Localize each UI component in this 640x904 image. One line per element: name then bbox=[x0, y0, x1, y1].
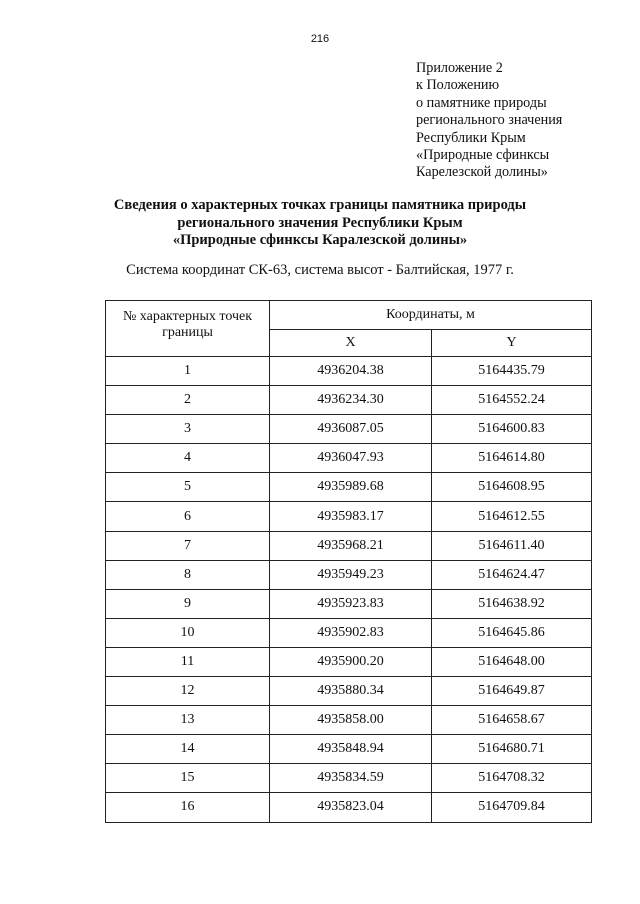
y-coordinate-cell: 5164658.67 bbox=[432, 706, 592, 735]
point-number-cell: 3 bbox=[106, 415, 270, 444]
appendix-line: Республики Крым bbox=[416, 129, 526, 146]
table-row bbox=[106, 764, 592, 793]
table-row bbox=[106, 531, 592, 560]
table-row bbox=[106, 589, 592, 618]
document-title bbox=[0, 197, 640, 250]
point-number-cell: 7 bbox=[106, 531, 270, 560]
table-row bbox=[106, 677, 592, 706]
header-x: X bbox=[270, 330, 432, 357]
table-row bbox=[106, 735, 592, 764]
y-coordinate-cell: 5164552.24 bbox=[432, 386, 592, 415]
x-coordinate-cell: 4936204.38 bbox=[270, 357, 432, 386]
table-body bbox=[106, 357, 592, 823]
point-number-cell: 13 bbox=[106, 706, 270, 735]
point-number-cell: 10 bbox=[106, 618, 270, 647]
y-coordinate-cell: 5164435.79 bbox=[432, 357, 592, 386]
y-coordinate-cell: 5164600.83 bbox=[432, 415, 592, 444]
y-coordinate-cell: 5164638.92 bbox=[432, 589, 592, 618]
point-number-cell: 12 bbox=[106, 677, 270, 706]
coordinate-system-note: Система координат СК-63, система высот - Балтийская, 1977 г. bbox=[126, 262, 514, 278]
x-coordinate-cell: 4935858.00 bbox=[270, 706, 432, 735]
table-row bbox=[106, 647, 592, 676]
y-coordinate-cell: 5164680.71 bbox=[432, 735, 592, 764]
y-coordinate-cell: 5164624.47 bbox=[432, 560, 592, 589]
page-number: 216 bbox=[310, 33, 330, 45]
appendix-line: «Природные сфинксы bbox=[416, 147, 550, 164]
table-row bbox=[106, 357, 592, 386]
x-coordinate-cell: 4935880.34 bbox=[270, 677, 432, 706]
title-line: «Природные сфинксы Каралезской долины» bbox=[172, 232, 468, 248]
point-number-cell: 8 bbox=[106, 560, 270, 589]
point-number-cell: 15 bbox=[106, 764, 270, 793]
point-number-cell: 14 bbox=[106, 735, 270, 764]
header-point-number: № характерных точек границы bbox=[106, 301, 270, 357]
x-coordinate-cell: 4935902.83 bbox=[270, 618, 432, 647]
y-coordinate-cell: 5164649.87 bbox=[432, 677, 592, 706]
point-number-cell: 6 bbox=[106, 502, 270, 531]
title-line: регионального значения Республики Крым bbox=[177, 214, 463, 231]
appendix-line: Приложение 2 bbox=[416, 60, 503, 76]
y-coordinate-cell: 5164614.80 bbox=[432, 444, 592, 473]
x-coordinate-cell: 4935900.20 bbox=[270, 647, 432, 676]
appendix-line: Карелезской долины» bbox=[416, 164, 548, 181]
table-row bbox=[106, 706, 592, 735]
x-coordinate-cell: 4936087.05 bbox=[270, 415, 432, 444]
point-number-cell: 5 bbox=[106, 473, 270, 502]
table-row bbox=[106, 444, 592, 473]
x-coordinate-cell: 4935949.23 bbox=[270, 560, 432, 589]
x-coordinate-cell: 4935983.17 bbox=[270, 502, 432, 531]
x-coordinate-cell: 4936234.30 bbox=[270, 386, 432, 415]
y-coordinate-cell: 5164708.32 bbox=[432, 764, 592, 793]
y-coordinate-cell: 5164645.86 bbox=[432, 618, 592, 647]
y-coordinate-cell: 5164648.00 bbox=[432, 647, 592, 676]
title-line: Сведения о характерных точках границы памятника природы bbox=[113, 197, 527, 213]
appendix-line: к Положению bbox=[416, 77, 500, 94]
table-row bbox=[106, 415, 592, 444]
x-coordinate-cell: 4935848.94 bbox=[270, 735, 432, 764]
table-row bbox=[106, 386, 592, 415]
coordinates-table bbox=[105, 300, 592, 823]
y-coordinate-cell: 5164612.55 bbox=[432, 502, 592, 531]
x-coordinate-cell: 4935923.83 bbox=[270, 589, 432, 618]
point-number-cell: 16 bbox=[106, 793, 270, 822]
header-coordinates: Координаты, м bbox=[270, 301, 592, 330]
y-coordinate-cell: 5164608.95 bbox=[432, 473, 592, 502]
x-coordinate-cell: 4935834.59 bbox=[270, 764, 432, 793]
table-row bbox=[106, 618, 592, 647]
table-row bbox=[106, 560, 592, 589]
y-coordinate-cell: 5164611.40 bbox=[432, 531, 592, 560]
appendix-line: о памятнике природы bbox=[416, 94, 547, 111]
table-row bbox=[106, 502, 592, 531]
appendix-line: регионального значения bbox=[416, 112, 563, 129]
header-y: Y bbox=[432, 330, 592, 357]
x-coordinate-cell: 4935968.21 bbox=[270, 531, 432, 560]
x-coordinate-cell: 4935989.68 bbox=[270, 473, 432, 502]
point-number-cell: 11 bbox=[106, 647, 270, 676]
point-number-cell: 9 bbox=[106, 589, 270, 618]
appendix-block bbox=[416, 60, 631, 182]
table-row bbox=[106, 793, 592, 822]
x-coordinate-cell: 4936047.93 bbox=[270, 444, 432, 473]
y-coordinate-cell: 5164709.84 bbox=[432, 793, 592, 822]
point-number-cell: 2 bbox=[106, 386, 270, 415]
x-coordinate-cell: 4935823.04 bbox=[270, 793, 432, 822]
point-number-cell: 1 bbox=[106, 357, 270, 386]
table-row bbox=[106, 473, 592, 502]
point-number-cell: 4 bbox=[106, 444, 270, 473]
